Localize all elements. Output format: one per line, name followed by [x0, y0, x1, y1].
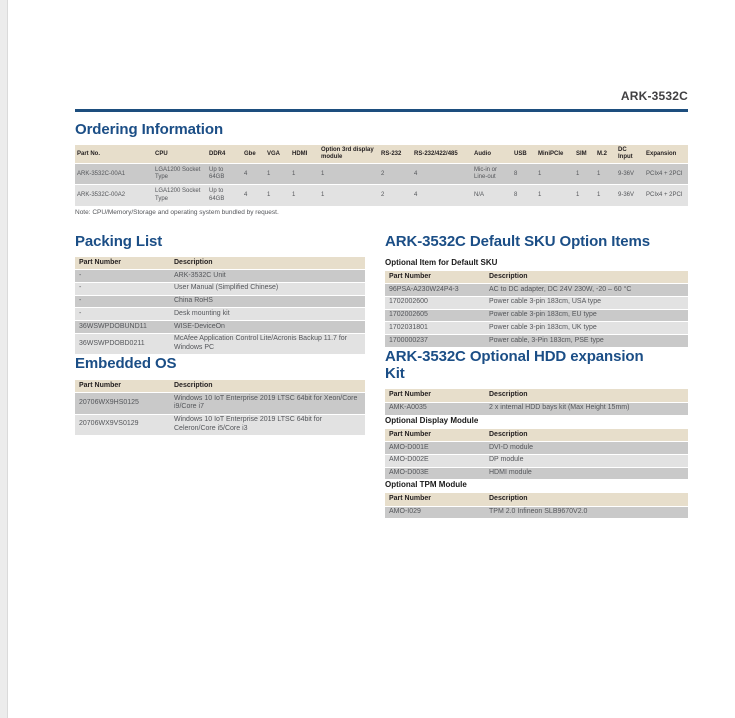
col-header-sim: SIM: [574, 145, 595, 163]
option-3rd-display-cell: 1: [319, 164, 379, 184]
optional-tpm-module-subhead: Optional TPM Module: [385, 480, 467, 490]
cpu-cell: LGA1200 Socket Type: [153, 185, 207, 205]
audio-cell: N/A: [472, 185, 512, 205]
description-cell: DP module: [485, 455, 688, 467]
usb-cell: 8: [512, 164, 536, 184]
description-cell: Power cable 3-pin 183cm, USA type: [485, 297, 688, 309]
vga-cell: 1: [265, 164, 290, 184]
part-number-cell: AMK-A0035: [385, 403, 485, 415]
right-column: [385, 233, 688, 520]
option-3rd-display-cell: 1: [319, 185, 379, 205]
table-row: [385, 284, 688, 296]
col-header-description: Description: [485, 493, 688, 505]
part-number-cell: -: [75, 308, 170, 320]
table-row: [75, 296, 365, 308]
ordering-note: Note: CPU/Memory/Storage and operating system bundled by request.: [75, 208, 279, 216]
packing-list-heading: Packing List: [75, 232, 163, 250]
part-number-cell: 1702031801: [385, 322, 485, 334]
col-header-rs232-422-485: RS-232/422/485: [412, 145, 472, 163]
table-row: [75, 334, 365, 355]
col-header-part-number: Part Number: [75, 380, 170, 392]
table-row: [385, 322, 688, 334]
description-cell: Windows 10 IoT Enterprise 2019 LTSC 64bit for Xeon/Core i9/Core i7: [170, 393, 365, 414]
description-cell: TPM 2.0 Infineon SLB9670V2.0: [485, 507, 688, 519]
col-header-description: Description: [485, 389, 688, 401]
optional-display-module-subhead: Optional Display Module: [385, 415, 479, 425]
part-number-cell: -: [75, 270, 170, 282]
part-number-cell: -: [75, 283, 170, 295]
table-header-row: [385, 493, 688, 505]
col-header-rs232: RS-232: [379, 145, 412, 163]
part-number-cell: AMO-D003E: [385, 468, 485, 480]
cpu-cell: LGA1200 Socket Type: [153, 164, 207, 184]
col-header-ddr4: DDR4: [207, 145, 242, 163]
col-header-minipcie: MiniPCIe: [536, 145, 574, 163]
gbe-cell: 4: [242, 164, 265, 184]
table-row: [75, 308, 365, 320]
hdmi-cell: 1: [290, 185, 319, 205]
col-header-m2: M.2: [595, 145, 616, 163]
table-row: [385, 442, 688, 454]
part-number-cell: AMO-D002E: [385, 455, 485, 467]
description-cell: Power cable 3-pin 183cm, EU type: [485, 310, 688, 322]
default-sku-heading: ARK-3532C Default SKU Option Items: [385, 232, 650, 250]
col-header-hdmi: HDMI: [290, 145, 319, 163]
header-divider: [75, 109, 688, 112]
table-row: [385, 468, 688, 480]
table-row: [385, 335, 688, 347]
minipcie-cell: 1: [536, 164, 574, 184]
dc-input-cell: 9-36V: [616, 185, 644, 205]
col-header-description: Description: [485, 271, 688, 283]
default-sku-table: [385, 270, 688, 348]
table-header-row: [75, 145, 688, 163]
left-column: [75, 233, 365, 520]
table-header-row: [75, 257, 365, 269]
table-header-row: [385, 429, 688, 441]
table-row: [385, 403, 688, 415]
part-number-cell: AMO-D001E: [385, 442, 485, 454]
ddr4-cell: Up to 64GB: [207, 164, 242, 184]
col-header-description: Description: [170, 257, 365, 269]
m2-cell: 1: [595, 185, 616, 205]
table-row: [385, 310, 688, 322]
sim-cell: 1: [574, 164, 595, 184]
table-row: [75, 283, 365, 295]
embedded-os-table: [75, 379, 365, 436]
table-row: [75, 415, 365, 436]
optional-item-default-sku-subhead: Optional Item for Default SKU: [385, 257, 498, 267]
col-header-dc-input: DC Input: [616, 145, 644, 163]
part-number-cell: 36WSWPDOBD0211: [75, 334, 170, 355]
packing-list-table: [75, 256, 365, 356]
usb-cell: 8: [512, 185, 536, 205]
description-cell: DVI-D module: [485, 442, 688, 454]
col-header-vga: VGA: [265, 145, 290, 163]
col-header-cpu: CPU: [153, 145, 207, 163]
part-number-cell: 1700000237: [385, 335, 485, 347]
hdmi-cell: 1: [290, 164, 319, 184]
description-cell: Desk mounting kit: [170, 308, 365, 320]
col-header-part-number: Part Number: [385, 389, 485, 401]
rs232-cell: 2: [379, 185, 412, 205]
m2-cell: 1: [595, 164, 616, 184]
part-number-cell: AMO-I029: [385, 507, 485, 519]
col-header-description: Description: [485, 429, 688, 441]
col-header-part-number: Part Number: [385, 493, 485, 505]
col-header-part-no: Part No.: [75, 145, 153, 163]
table-row: [385, 297, 688, 309]
rs232-422-485-cell: 4: [412, 164, 472, 184]
col-header-option-3rd-display: Option 3rd display module: [319, 145, 379, 163]
ordering-information-heading: Ordering Information: [75, 121, 224, 138]
col-header-gbe: Gbe: [242, 145, 265, 163]
col-header-part-number: Part Number: [75, 257, 170, 269]
table-row: [75, 393, 365, 414]
expansion-cell: PCIx4 + 2PCI: [644, 185, 688, 205]
col-header-usb: USB: [512, 145, 536, 163]
two-column-layout: [75, 233, 688, 520]
table-row: [75, 321, 365, 333]
rs232-422-485-cell: 4: [412, 185, 472, 205]
description-cell: Power cable, 3-Pin 183cm, PSE type: [485, 335, 688, 347]
col-header-part-number: Part Number: [385, 271, 485, 283]
part-number-cell: 96PSA-A230W24P4-3: [385, 284, 485, 296]
rs232-cell: 2: [379, 164, 412, 184]
expansion-cell: PCIx4 + 2PCI: [644, 164, 688, 184]
hdd-expansion-kit-heading: ARK-3532C Optional HDD expansion Kit: [385, 347, 644, 383]
table-header-row: [385, 271, 688, 283]
minipcie-cell: 1: [536, 185, 574, 205]
table-row: [385, 455, 688, 467]
part-number-cell: 20706WX9VS0129: [75, 415, 170, 436]
embedded-os-heading: Embedded OS: [75, 355, 177, 373]
description-cell: 2 x internal HDD bays kit (Max Height 15mm): [485, 403, 688, 415]
optional-display-module-table: [385, 428, 688, 481]
gbe-cell: 4: [242, 185, 265, 205]
hdd-expansion-kit-table: [385, 388, 688, 415]
table-row: [75, 164, 688, 184]
col-header-audio: Audio: [472, 145, 512, 163]
part-number-cell: 1702002600: [385, 297, 485, 309]
description-cell: ARK-3532C Unit: [170, 270, 365, 282]
table-row: [385, 507, 688, 519]
description-cell: AC to DC adapter, DC 24V 230W, -20 – 60 °C: [485, 284, 688, 296]
part-number-cell: -: [75, 296, 170, 308]
table-header-row: [385, 389, 688, 401]
part-number-cell: 36WSWPDOBUND11: [75, 321, 170, 333]
description-cell: China RoHS: [170, 296, 365, 308]
part-no-cell: ARK-3532C-00A2: [75, 185, 153, 205]
ordering-information-table: [75, 144, 688, 207]
dc-input-cell: 9-36V: [616, 164, 644, 184]
description-cell: McAfee Application Control Lite/Acronis Backup 11.7 for Windows PC: [170, 334, 365, 355]
col-header-expansion: Expansion: [644, 145, 688, 163]
description-cell: Windows 10 IoT Enterprise 2019 LTSC 64bit for Celeron/Core i5/Core i3: [170, 415, 365, 436]
vga-cell: 1: [265, 185, 290, 205]
table-row: [75, 270, 365, 282]
description-cell: WISE-DeviceOn: [170, 321, 365, 333]
description-cell: User Manual (Simplified Chinese): [170, 283, 365, 295]
description-cell: Power cable 3-pin 183cm, UK type: [485, 322, 688, 334]
col-header-description: Description: [170, 380, 365, 392]
part-number-cell: 20706WX9HS0125: [75, 393, 170, 414]
page-title: ARK-3532C: [620, 89, 688, 103]
description-cell: HDMI module: [485, 468, 688, 480]
optional-tpm-module-table: [385, 492, 688, 519]
table-header-row: [75, 380, 365, 392]
part-number-cell: 1702002605: [385, 310, 485, 322]
table-row: [75, 185, 688, 205]
col-header-part-number: Part Number: [385, 429, 485, 441]
sim-cell: 1: [574, 185, 595, 205]
part-no-cell: ARK-3532C-00A1: [75, 164, 153, 184]
audio-cell: Mic-in or Line-out: [472, 164, 512, 184]
ddr4-cell: Up to 64GB: [207, 185, 242, 205]
